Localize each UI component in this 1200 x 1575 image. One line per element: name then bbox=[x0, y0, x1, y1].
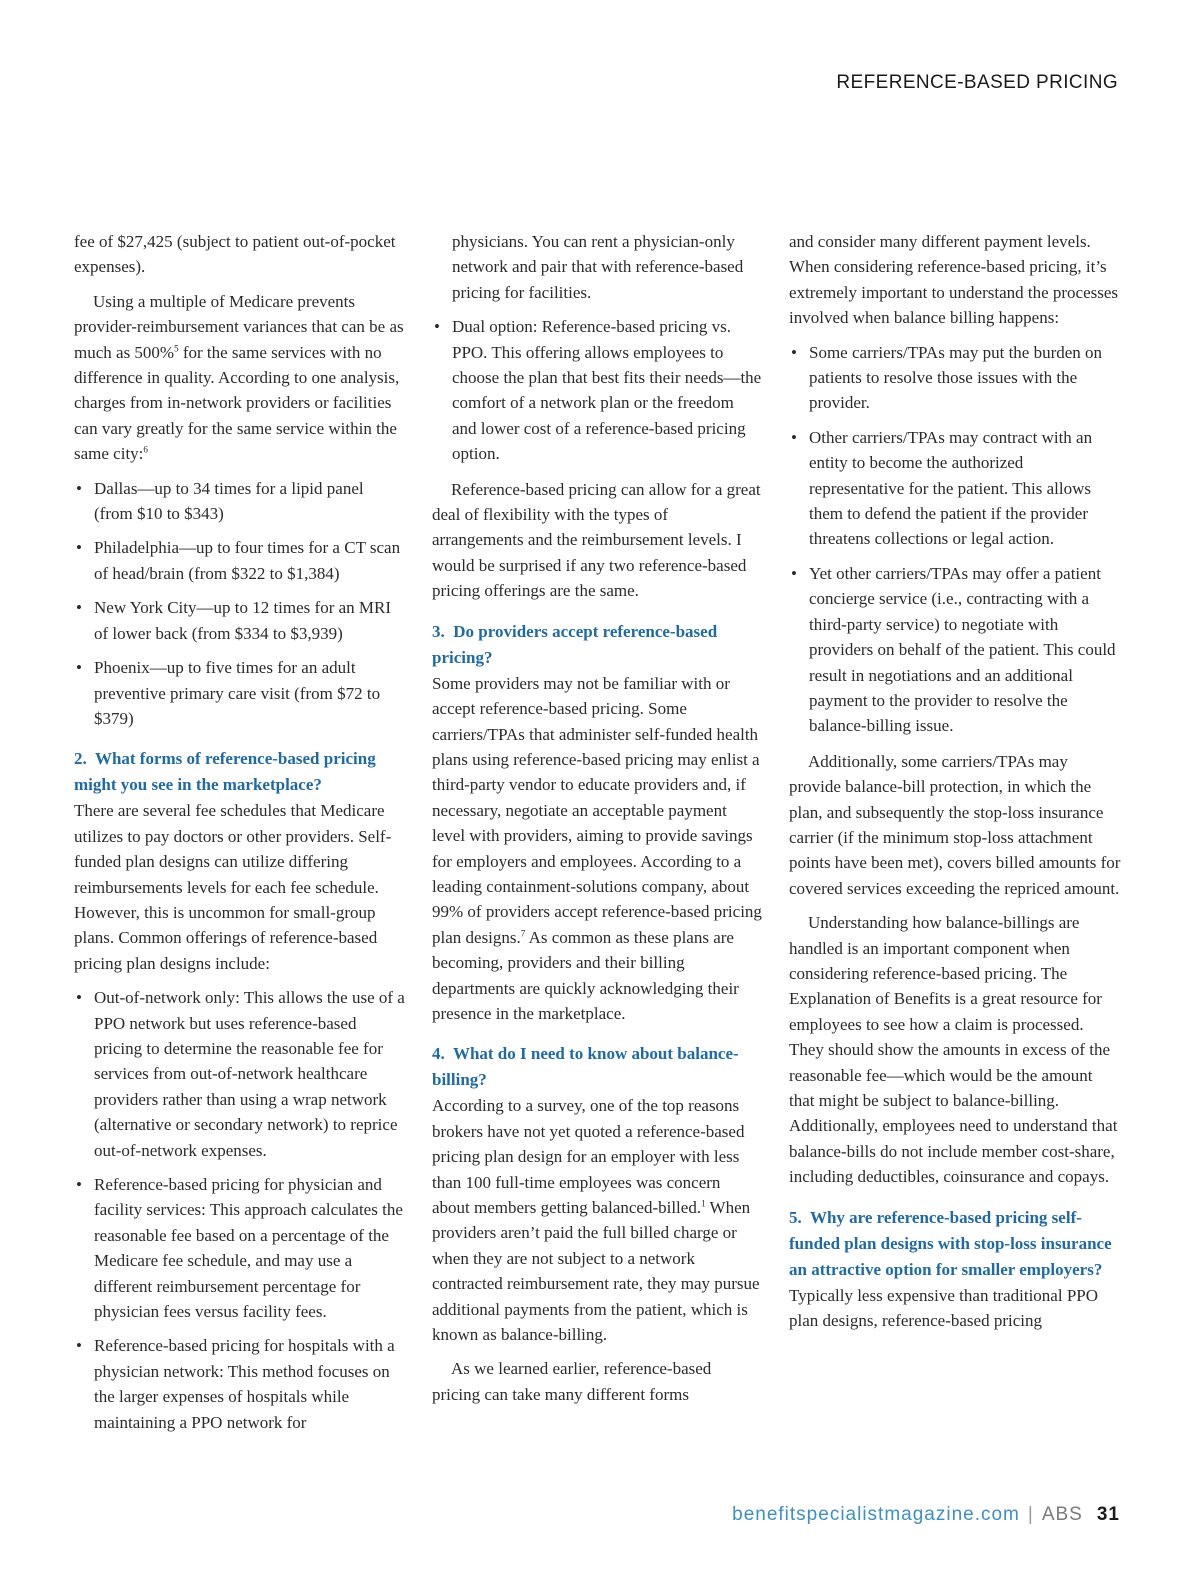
section-heading: 3. Do providers accept reference-based pricing? bbox=[432, 621, 718, 667]
footer-divider: | bbox=[1027, 1504, 1034, 1525]
page-number: 31 bbox=[1096, 1504, 1120, 1525]
paragraph: Reference-based pricing can allow for a great deal of flexibility with the types of arrangements and the reimbursement levels. I would be surprised if any two reference-based pricing offerings are the same. bbox=[432, 479, 761, 601]
footnote-ref: 1 bbox=[701, 1198, 706, 1209]
section-heading: 2. What forms of reference-based pricing might you see in the marketplace? bbox=[74, 749, 376, 795]
paragraph: Using a multiple of Medicare prevents provider-reimbursement variances that can be as much as 500%$^5$ for the same services with no difference in quality. According to one analysis, charges from in-network providers or facilities can vary greatly for the same service within the same city:$^6$ bbox=[74, 291, 404, 464]
paragraph: physicians. You can rent a physician-only network and pair that with reference-based pricing for facilities. bbox=[452, 232, 744, 302]
running-head: REFERENCE-BASED PRICING bbox=[836, 72, 1118, 93]
paragraph: Additionally, some carriers/TPAs may provide balance-bill protection, in which the plan, and subsequently the stop-loss insurance carrier (if the minimum stop-loss attachment points have been met), covers billed amounts for covered services exceeding the repriced amount. bbox=[789, 751, 1121, 898]
column-2 bbox=[432, 229, 762, 1416]
column-1 bbox=[74, 229, 406, 1445]
footnote-ref: 5 bbox=[174, 342, 179, 353]
list-item: • Reference-based pricing for hospitals with a physician network: This method focuses on the larger expenses of hospitals while maintaining a PPO network for bbox=[74, 1333, 406, 1435]
column-3 bbox=[789, 229, 1121, 1342]
list-item: • Some carriers/TPAs may put the burden on patients to resolve those issues with the provider. bbox=[789, 340, 1121, 416]
paragraph: fee of $27,425 (subject to patient out-of-pocket expenses). bbox=[74, 232, 396, 277]
list-item: • Yet other carriers/TPAs may offer a patient concierge service (i.e., contracting with a third-party service) to negotiate with providers on behalf of the patient. This could result in negotiations and an additional payment to the provider to resolve the balance-billing issue. bbox=[789, 561, 1121, 739]
paragraph: Typically less expensive than traditional PPO plan designs, reference-based pricing bbox=[789, 1285, 1099, 1331]
list-item: • Other carriers/TPAs may contract with an entity to become the authorized representative for the patient. This allows them to defend the patient if the provider threatens collections or legal action. bbox=[789, 425, 1121, 552]
list-item: • Philadelphia—up to four times for a CT scan of head/brain (from $322 to $1,384) bbox=[74, 535, 406, 586]
paragraph: Understanding how balance-billings are handled is an important component when considering reference-based pricing. The Explanation of Benefits is a great resource for employees to see how a claim is processed. They should show the amounts in excess of the reasonable fee—which would be the amount that might be subject to balance-billing. Additionally, employees need to understand that balance-bills do not include member cost-share, including deductibles, coinsurance and copays. bbox=[789, 913, 1118, 1187]
bullet-list bbox=[432, 314, 762, 466]
section-heading: 5. Why are reference-based pricing self-funded plan designs with stop-loss insurance an attractive option for smaller employers? bbox=[789, 1207, 1112, 1279]
paragraph: Some providers may not be familiar with or accept reference-based pricing. Some carriers/TPAs that administer self-funded health plans using reference-based pricing may enlist a third-party vendor to educate providers and, if necessary, negotiate an acceptable payment level with providers, aiming to provide savings for employers and employees. According to a leading containment-solutions company, about 99% of providers accept reference-based pricing plan designs.$^7$ As common as these plans are becoming, providers and their billing departments are quickly acknowledging their presence in the marketplace. bbox=[432, 673, 762, 1023]
paragraph: There are several fee schedules that Medicare utilizes to pay doctors or other providers. Self-funded plan designs can utilize differing reimbursements levels for each fee schedule. However, this is uncommon for small-group plans. Common offerings of reference-based pricing plan designs include: bbox=[74, 801, 392, 973]
list-item: • Dual option: Reference-based pricing vs. PPO. This offering allows employees to choose the plan that best fits their needs—the comfort of a network plan or the freedom and lower cost of a reference-based pricing option. bbox=[432, 314, 762, 466]
footnote-ref: 6 bbox=[143, 444, 148, 455]
section-heading: 4. What do I need to know about balance-billing? bbox=[432, 1044, 739, 1090]
page-footer bbox=[732, 1504, 1120, 1526]
list-item: • Phoenix—up to five times for an adult preventive primary care visit (from $72 to $379) bbox=[74, 655, 406, 731]
list-item: • Reference-based pricing for physician and facility services: This approach calculates the reasonable fee based on a percentage of the Medicare fee schedule, and may use a different reimbursement percentage for physician fees versus facility fees. bbox=[74, 1172, 406, 1324]
list-item: • Out-of-network only: This allows the use of a PPO network but uses reference-based pricing to determine the reasonable fee for services from out-of-network healthcare providers rather than using a wrap network (alternative or secondary network) to reprice out-of-network expenses. bbox=[74, 985, 406, 1163]
paragraph: According to a survey, one of the top reasons brokers have not yet quoted a reference-based pricing plan design for an employer with less than 100 full-time employees was concern about members getting balanced-billed.$^1$ When providers aren’t paid the full billed charge or when they are not subject to a network contracted reimbursement rate, they may pursue additional payments from the patient, which is known as balance-billing. bbox=[432, 1096, 760, 1345]
paragraph: As we learned earlier, reference-based pricing can take many different forms bbox=[432, 1359, 712, 1404]
bullet-list bbox=[74, 985, 406, 1435]
paragraph: and consider many different payment levels. When considering reference-based pricing, it’s extremely important to understand the processes involved when balance billing happens: bbox=[789, 232, 1119, 328]
footnote-ref: 7 bbox=[520, 928, 526, 939]
website-link[interactable]: benefitspecialistmagazine.com bbox=[732, 1504, 1020, 1525]
publication-abbrev: ABS bbox=[1041, 1504, 1083, 1525]
list-item: • New York City—up to 12 times for an MRI of lower back (from $334 to $3,939) bbox=[74, 595, 406, 646]
list-item: • Dallas—up to 34 times for a lipid panel (from $10 to $343) bbox=[74, 476, 406, 527]
bullet-list bbox=[74, 476, 406, 732]
bullet-list bbox=[789, 340, 1121, 739]
